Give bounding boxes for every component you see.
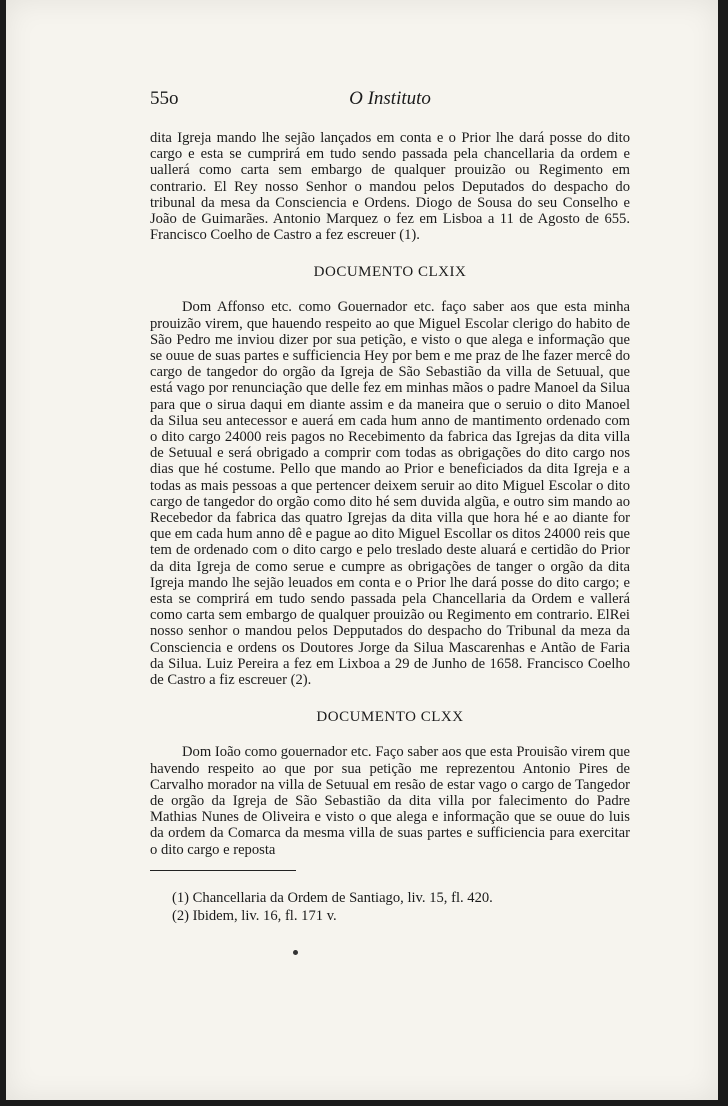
footnote-2: (2) Ibidem, liv. 16, fl. 171 v. bbox=[172, 907, 337, 924]
document-clxix-paragraph: Dom Affonso etc. como Gouernador etc. faço saber aos que esta minha prouizão virem, que hauendo respeito ao que Miguel Escolar clerigo do habito de São Pedro me inviou dizer por sua petição, e visto o que alega e informação que se ouue de suas partes e sufficiencia Hey por bem e me praz de lhe fazer mercê do cargo de tangedor do orgão da Igreja de São Sebastião da villa de Setuual, que está vago por renunciação que delle fez em minhas mãos o padre Manoel da Silua para que o sirua daqui em diante assim e da maneira que o seruio o dito Manoel da Silua seu antecessor e auerá em cada hum anno de mantimento ordenado com o dito cargo 24000 reis pagos no Recebimento da fabrica das Igrejas da dita villa de Setuual e será obrigado a comprir com todas as obrigações do dito cargo nos dias que hé costume. Pello que mando ao Prior e beneficiados da dita Igreja e a todas as mais pessoas a que pertencer deixem seruir ao dito Miguel Escolar o dito cargo de tangedor do orgão como dito hé sem duvida algũa, e outro sim mando ao Recebedor da fabrica das quatro Igrejas da dita villa que hora hé e ao diante for que em cada hum anno dê e pague ao dito Miguel Escollar os ditos 24000 reis que tem de ordenado com o dito cargo e pelo treslado deste aluará e certidão do Prior da dita Igreja de como serue e cumpre as obrigações de tanger o orgão da dita Igreja mando lhe sejão leuados em conta e o Prior lhe dará posse do dito cargo; e esta se comprirá em tudo sendo passada pela Chancellaria da Ordem e vallerá como carta sem embargo de qualquer prouizão ou Regimento em contrario. ElRei nosso senhor o mandou pelos Depputados do despacho do Tribunal da meza da Consciencia e ordens os Doutores Jorge da Silua Mascarenhas e Antão de Faria da Silua. Luiz Pereira a fez em Lixboa a 29 de Junho de 1658. Francisco Coelho de Castro a fiz escreuer (2). bbox=[150, 299, 630, 689]
document-heading-clxx: DOCUMENTO CLXX bbox=[316, 709, 464, 726]
body-text bbox=[150, 130, 630, 858]
continuation-paragraph: dita Igreja mando lhe sejão lançados em conta e o Prior lhe dará posse do dito cargo e esta se cumprirá em tudo sendo passada pela chancellaria da ordem e uallerá como carta sem embargo de qualquer prouizão ou Regimento em contrario. El Rey nosso Senhor o mandou pelos Deputados do despacho do tribunal da mesa da Consciencia e Ordens. Diogo de Sousa do seu Conselho e João de Guimarães. Antonio Marquez o fez em Lisboa a 11 de Agosto de 655. Francisco Coelho de Castro a fez escreuer (1). bbox=[150, 130, 630, 244]
page-number: 55o bbox=[150, 88, 179, 109]
document-clxx-paragraph: Dom Ioão como gouernador etc. Faço saber aos que esta Prouisão virem que havendo respeito ao que por sua petição me reprezentou Antonio Pires de Carvalho morador na villa de Setuual em resão de estar vago o cargo de Tangedor de orgão da Igreja de São Sebastião da dita villa por falecimento do Padre Mathias Nunes de Oliveira e visto o que alega e informação que se ouue do luis da ordem da Comarca da mesma villa de suas partes e sufficiencia para exercitar o dito cargo e reposta bbox=[150, 744, 630, 858]
document-heading-clxix: DOCUMENTO CLXIX bbox=[313, 264, 467, 281]
scanned-page bbox=[6, 0, 718, 1100]
running-title: O Instituto bbox=[349, 88, 431, 109]
footnote-divider bbox=[150, 870, 296, 871]
ink-speck bbox=[293, 950, 298, 955]
text-column bbox=[150, 88, 630, 925]
running-header bbox=[150, 88, 630, 112]
footnotes bbox=[172, 889, 630, 925]
footnote-1: (1) Chancellaria da Ordem de Santiago, liv. 15, fl. 420. bbox=[172, 889, 493, 906]
